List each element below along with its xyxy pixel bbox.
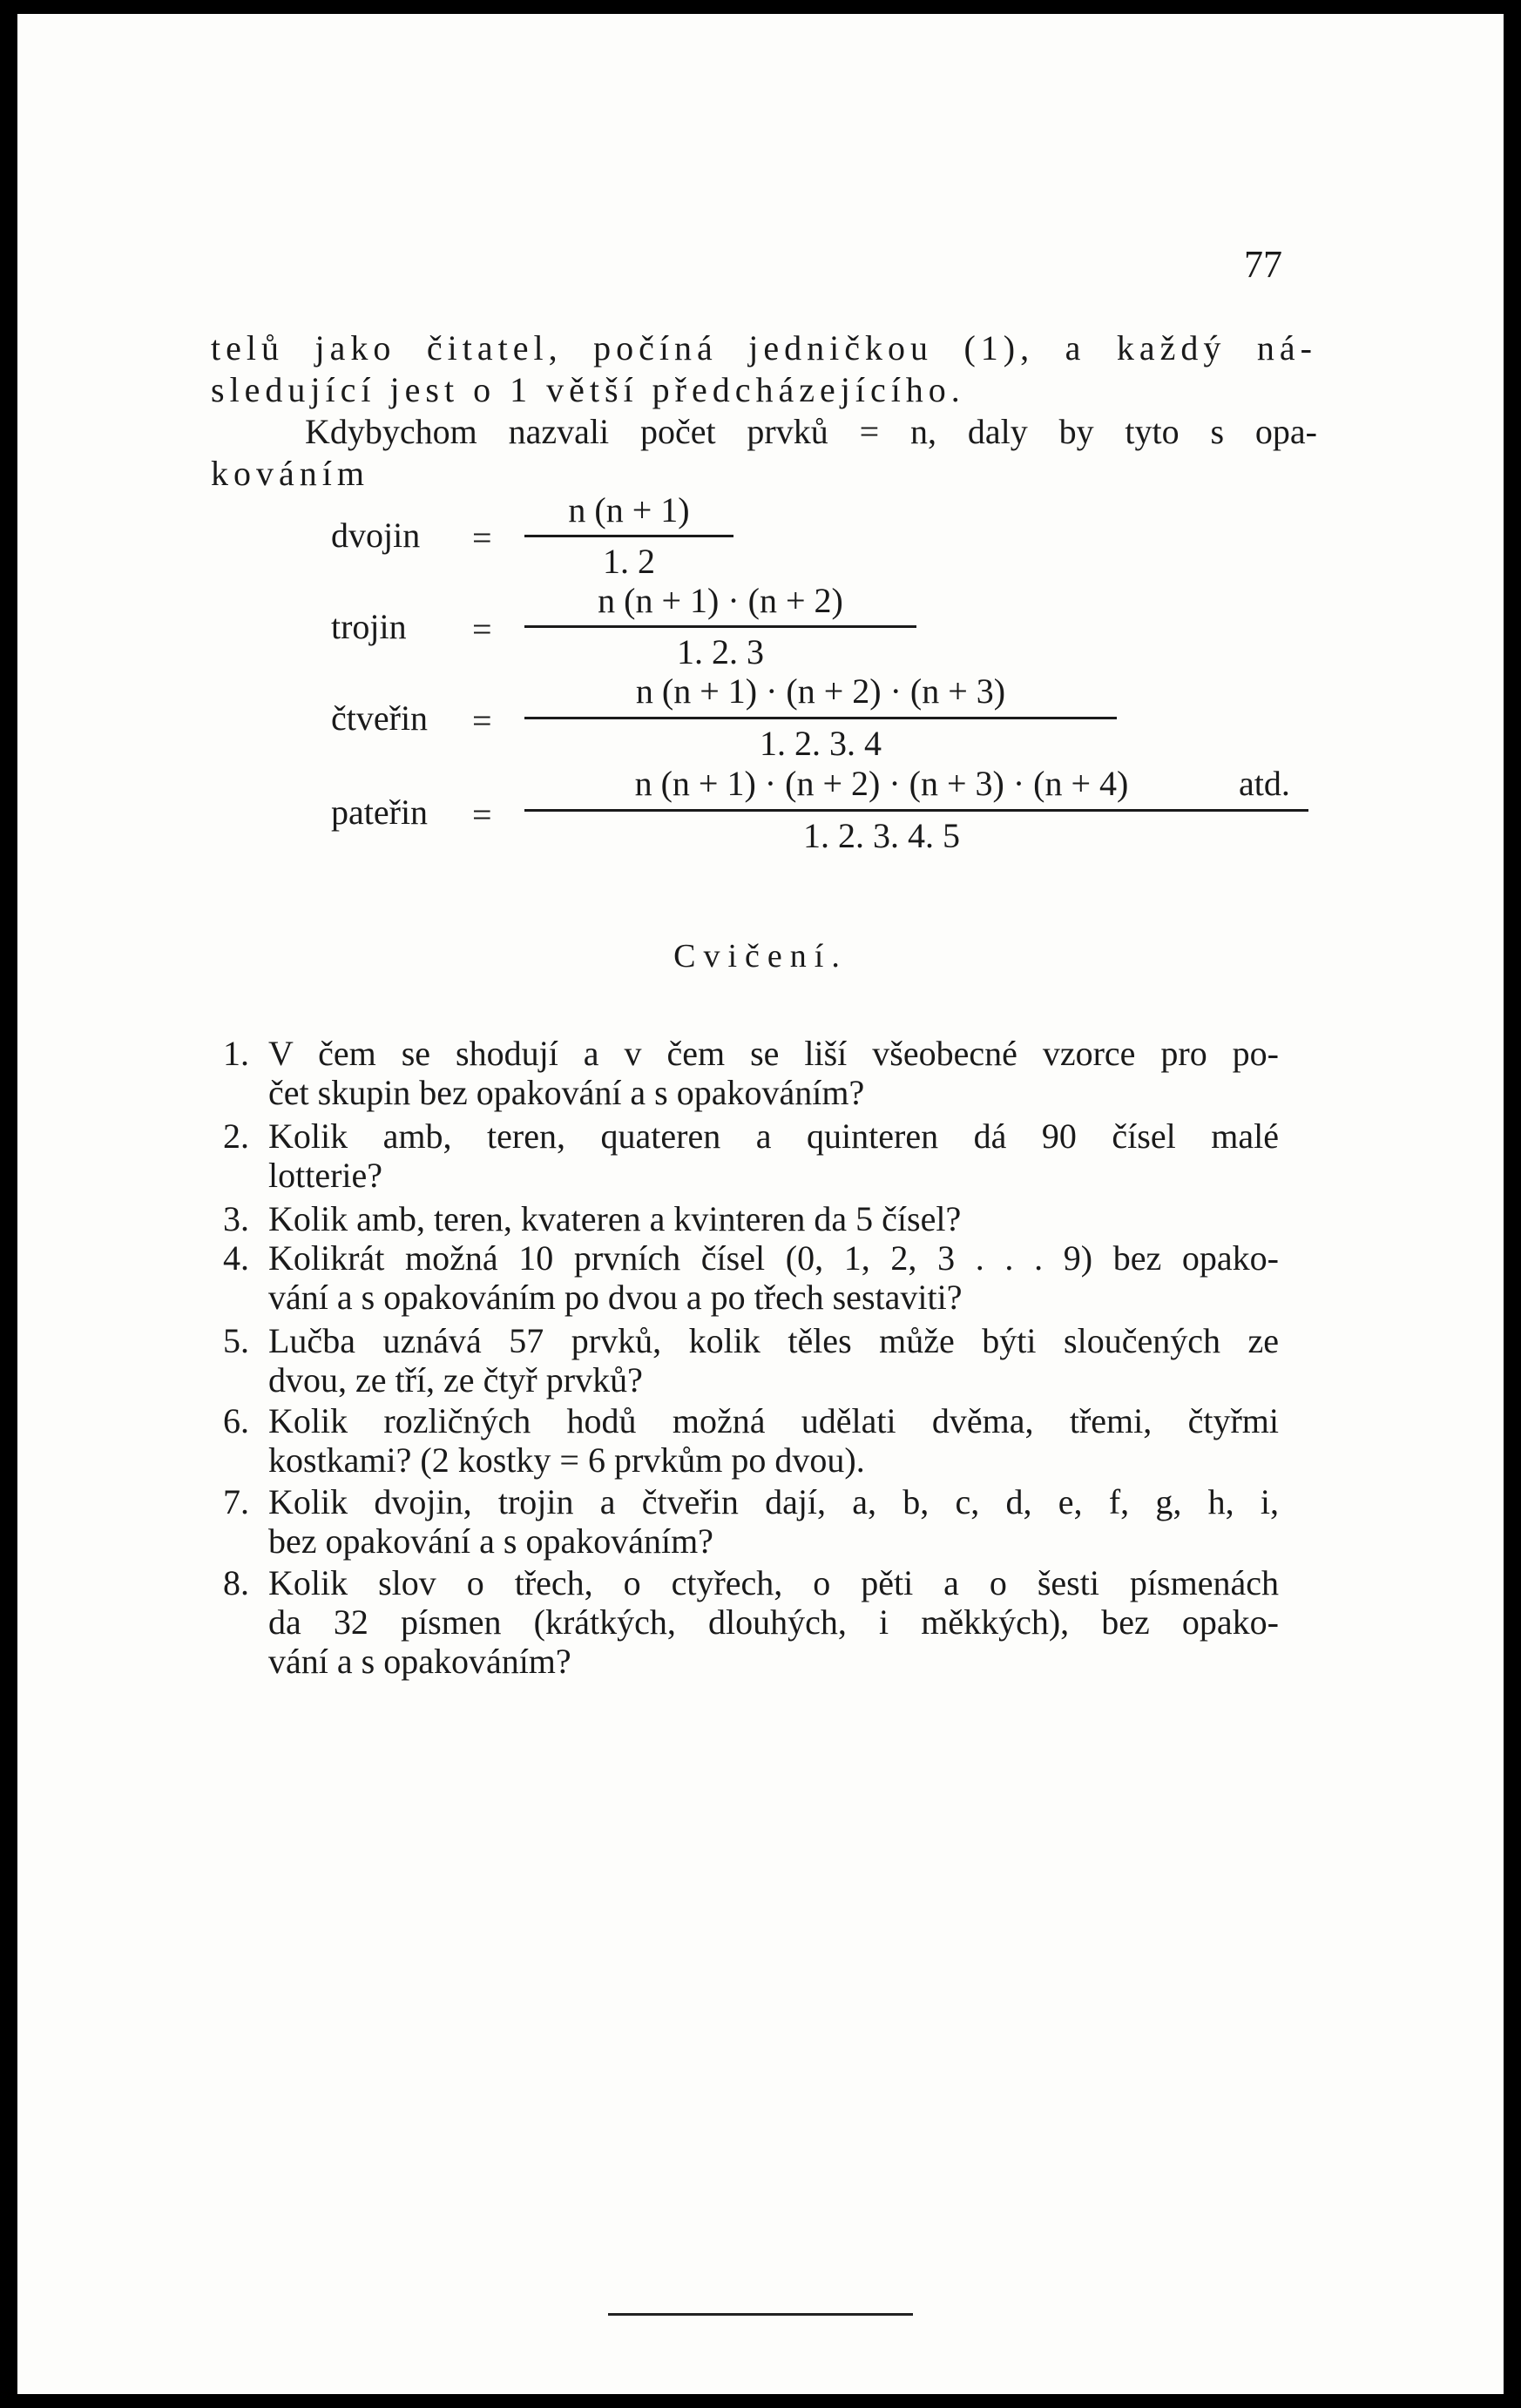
exercise-number: 2. [223,1116,249,1156]
exercise-line: Kolik dvojin, trojin a čtveřin dají, a, b, c, d, e, f, g, h, i, [268,1482,1279,1521]
exercise-line: dvou, ze tří, ze čtyř prvků? [268,1360,643,1400]
intro-line-2: sledující jest o 1 větší předcházejícího. [211,370,965,409]
page-number: 77 [1244,243,1282,286]
exercise-line: Kolik slov o třech, o ctyřech, o pěti a o šesti písmenách [268,1563,1279,1602]
exercise-line: vání a s opakováním po dvou a po třech sestaviti? [268,1278,963,1317]
formula-equals: = [472,518,492,557]
exercise-line: Kolik rozličných hodů možná udělati dvěma, třemi, čtyřmi [268,1401,1279,1440]
intro-line-3: Kdybychom nazvali počet prvků = n, daly by tyto s opa- [305,412,1317,451]
formula-equals: = [472,701,492,740]
exercise-number: 6. [223,1401,249,1440]
formula-label-paterin: pateřin [331,793,429,832]
formula-label-dvojin: dvojin [331,516,421,555]
formula-denominator: 1. 2 [603,542,655,581]
formula-numerator: n (n + 1) · (n + 2) · (n + 3) · (n + 4) [634,764,1129,803]
formula-numerator: n (n + 1) [568,490,690,529]
exercise-number: 8. [223,1563,249,1602]
book-page [17,14,1504,2394]
exercise-line: čet skupin bez opakování a s opakováním? [268,1073,865,1112]
formula-equals: = [472,795,492,834]
exercise-line: Kolik amb, teren, kvateren a kvinteren da 5 čísel? [268,1199,962,1238]
exercise-line: Lučba uznává 57 prvků, kolik těles může býti sloučených ze [268,1321,1279,1360]
exercise-number: 5. [223,1321,249,1360]
formula-label-trojin: trojin [331,607,407,646]
fraction-bar [524,625,916,628]
exercise-line: Kolik amb, teren, quateren a quinteren dá 90 čísel malé [268,1116,1279,1156]
formula-denominator: 1. 2. 3 [677,632,764,671]
formula-numerator: n (n + 1) · (n + 2) · (n + 3) [635,671,1006,711]
exercise-line: V čem se shodují a v čem se liší všeobecné vzorce pro po- [268,1034,1279,1073]
exercise-line: Kolikrát možná 10 prvních čísel (0, 1, 2, 3 . . . 9) bez opako- [268,1238,1279,1278]
fraction-bar [524,535,733,537]
intro-line-1: telů jako čitatel, počíná jedničkou (1), a každý ná- [211,328,1317,368]
formula-numerator: n (n + 1) · (n + 2) [598,581,843,620]
exercise-number: 3. [223,1199,249,1238]
closing-rule [608,2313,913,2316]
formula-denominator: 1. 2. 3. 4 [760,724,882,763]
exercise-line: lotterie? [268,1156,383,1195]
exercise-line: da 32 písmen (krátkých, dlouhých, i měkkých), bez opako- [268,1602,1279,1642]
fraction-bar [524,717,1117,719]
formula-label-ctverin: čtveřin [331,698,429,738]
fraction-bar [524,809,1308,812]
exercise-number: 4. [223,1238,249,1278]
exercise-line: vání a s opakováním? [268,1642,571,1681]
formula-denominator: 1. 2. 3. 4. 5 [803,816,960,855]
formula-equals: = [472,610,492,649]
exercise-number: 7. [223,1482,249,1521]
exercise-line: bez opakování a s opakováním? [268,1521,713,1561]
formula-suffix: atd. [1239,764,1290,803]
exercise-number: 1. [223,1034,249,1073]
section-heading: Cvičení. [673,938,848,975]
intro-line-4: kováním [211,454,369,493]
exercise-line: kostkami? (2 kostky = 6 prvkům po dvou). [268,1440,865,1480]
